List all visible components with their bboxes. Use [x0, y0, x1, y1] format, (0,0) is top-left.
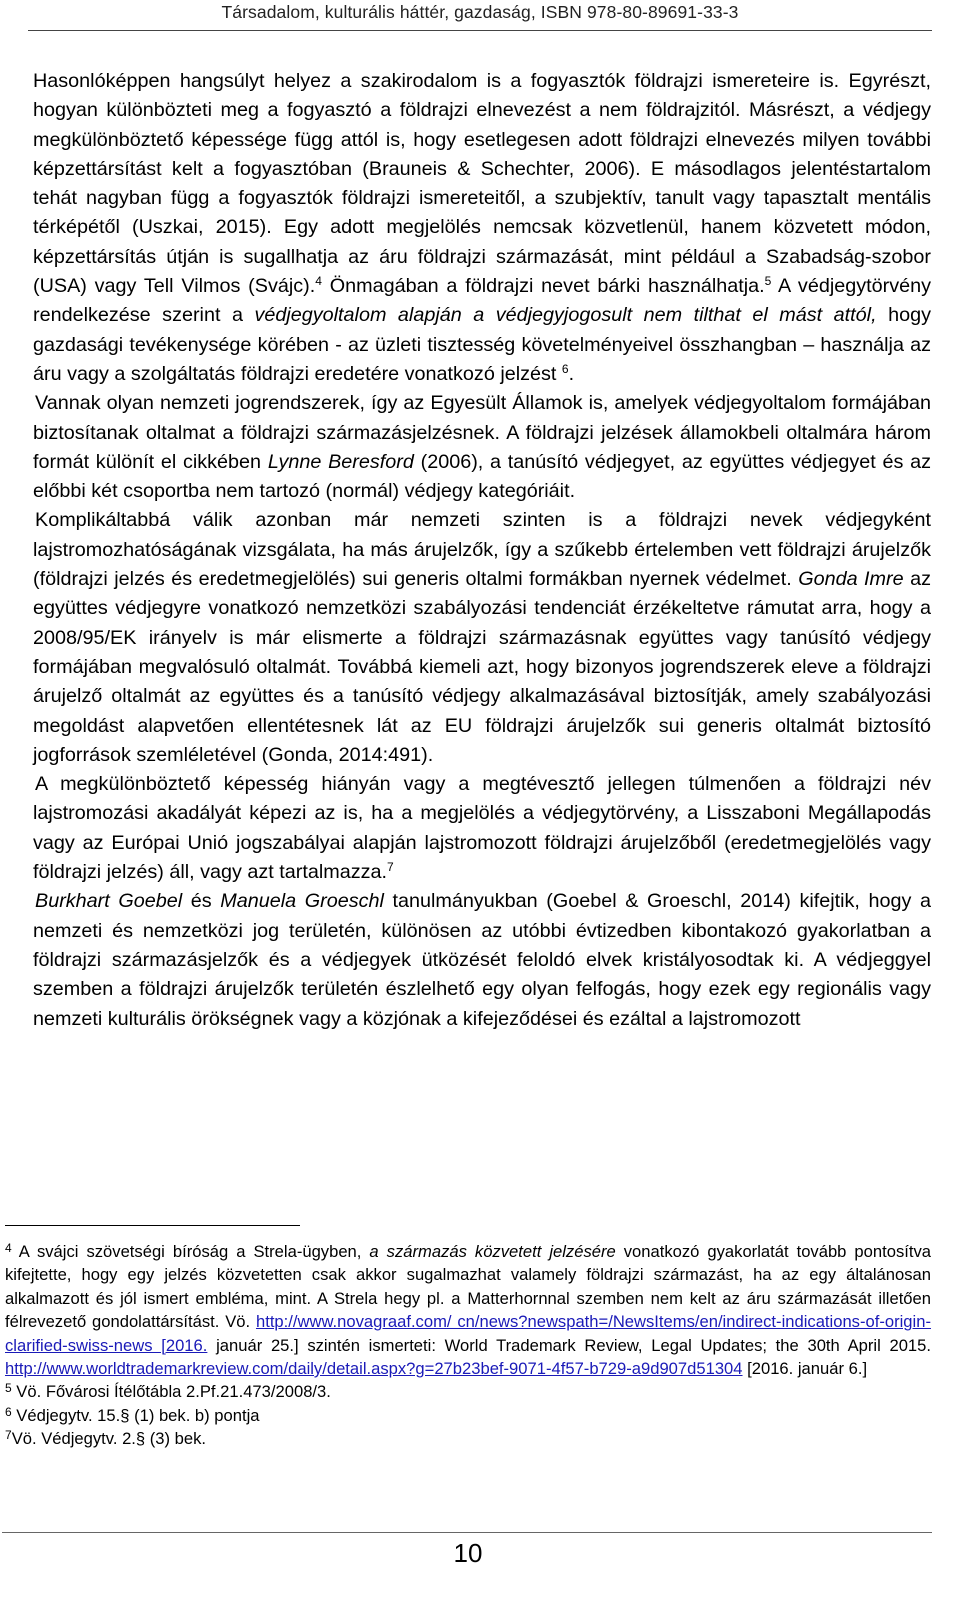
paragraph-3-text-b: az együttes védjegyre vonatkozó nemzetközi szabályozási tendenciát érzékeltetve rámutat arra, hogy a 2008/95/EK irányelv is már elismerte a földrajzi származásnak együttes vagy tanúsító védjegy formájában megvalósuló oltalmát. Továbbá kiemeli azt, hogy bizonyos jogrendszerek eleve a földrajzi árujelző oltalmát az együttes és a tanúsító védjegy alkalmazásával biztosítják, amely szabályozási megoldást alapvetően ellentétesnek lát az EU földrajzi árujelzők sui generis oltalmát biztosító jogforrások szemléletével (Gonda, 2014:491).	[33, 568, 931, 766]
paragraph-1-text-b: Önmagában a földrajzi nevet bárki használhatja.	[329, 275, 765, 298]
footnote-4-link-novagraaf[interactable]: http://www.novagraaf.com/ cn/news?newspath=/NewsItems/en/indirect-indications-of-origin-clarified-swiss-news [2016.	[5, 1312, 931, 1355]
paragraph-2-text-b: (2006), a tanúsító védjegyet, az együttes védjegyet és az előbbi két csoportba nem tartozó (normál) védjegy kategóriáit.	[33, 450, 931, 503]
footnote-4-text-b: vonatkozó gyakorlatát tovább pontosítva kifejtette, hogy egy jelzés közvetetten csak akkor sugalmazhat valamely földrajzi származást, ha az egy általánosan alkalmazott és jól ismert emblémа, mint. A Strela hegy pl. a Matterhornnal szemben nem kelt az áru származását illetően félrevezető gondolattársítást. Vö.	[5, 1242, 931, 1332]
paragraph-1-text-e: .	[568, 362, 575, 385]
footnote-7-text: Vö. Védjegytv. 2.§ (3) bek.	[11, 1429, 206, 1449]
paragraph-1-italic: védjegyoltalom alapján a védjegyjogosult nem tilthat el mást attól,	[254, 304, 877, 327]
paragraph-3	[33, 506, 931, 770]
footnote-5	[5, 1380, 931, 1403]
paragraph-2-text-a: Vannak olyan nemzeti jogrendszerek, így az Egyesült Államok is, amelyek védjegyoltalom formájában biztosítanak oltalmat a földrajzi származásjelzésnek. A földrajzi jelzések államokbeli oltalmára három formát különít el cikkében	[33, 392, 931, 473]
paragraph-1-text-a: Hasonlóképpen hangsúlyt helyez a szakirodalom is a fogyasztók földrajzi ismereteire is. Egyrészt, hogyan különbözteti meg a fogyasztó a földrajzi elnevezést a nem földrajzitól. Másrészt, a védjegy megkülönböztető képessége függ attól is, hogy esetlegesen adott földrajzi elnevezés milyen további képzettársítást kelt a fogyasztóban (Brauneis & Schechter, 2006). E másodlagos jelentéstartalom tehát nagyban függ a fogyasztók földrajzi ismereteitől, a szubjektív, tanult vagy tapasztalt mentális térképétől (Uszkai, 2015). Egy adott megjelölés nemcsak közvetlenül, hanem közvetett módon, képzettársítás útján is sugallhatja az áru földrajzi származását, mint például a Szabadság-szobor (USA) vagy Tell Vilmos (Svájc).	[33, 70, 931, 298]
paragraph-3-text-a: Komplikáltabbá válik azonban már nemzeti szinten is a földrajzi nevek védjegyként lajstromozhatóságának vizsgálata, ha más árujelzők, így a szűkebb értelemben vett földrajzi árujelzők (földrajzi jelzés és eredetmegjelölés) sui generis oltalmi formákban nyernek védelmet.	[33, 509, 931, 591]
footnote-4	[5, 1240, 931, 1380]
header-divider	[28, 30, 932, 31]
footnote-4-text-a: A svájci szövetségi bíróság a Strela-ügyben,	[11, 1242, 370, 1261]
footnote-ref-4[interactable]: 4	[315, 274, 322, 289]
paragraph-1	[33, 67, 931, 389]
paragraph-3-italic: Gonda Imre	[798, 568, 904, 591]
paragraph-5-italic-1: Burkhart Goebel	[35, 890, 183, 913]
footnote-divider	[5, 1225, 300, 1226]
footnote-6-text: Védjegytv. 15.§ (1) bek. b) pontja	[11, 1405, 260, 1425]
footnote-4-italic: a származás közvetett jelzésére	[369, 1242, 616, 1261]
footnote-ref-6[interactable]: 6	[561, 361, 569, 376]
footnote-5-number: 5	[5, 1381, 12, 1396]
main-text	[33, 67, 931, 1034]
paragraph-4-text: A megkülönböztető képesség hiányán vagy a megtévesztő jellegen túlmenően a földrajzi név lajstromozási akadályát képezi az is, ha a megjelölés a védjegytörvény, a Lisszaboni Megállapodás vagy az Európai Unió jogszabályai alapján lajstromozott földrajzi árujelzőből (eredetmegjelölés vagy földrajzi jelzés) áll, vagy azt tartalmazza.	[33, 773, 931, 884]
running-header: Társadalom, kulturális háttér, gazdaság, ISBN 978-80-89691-33-3	[221, 2, 739, 22]
paragraph-5-italic-2: Manuela Groeschl	[220, 890, 384, 913]
footnote-6	[5, 1404, 931, 1427]
footnote-ref-7[interactable]: 7	[387, 860, 394, 875]
paragraph-1-text-c: A védjegytörvény rendelkezése szerint a	[33, 275, 931, 327]
footnote-6-number: 6	[5, 1404, 12, 1419]
paragraph-1-text-d: hogy gazdasági tevékenysége körében - az üzleti tisztesség követelményeivel összhangban – használja az áru vagy a szolgáltatás földrajzi eredetére vonatkozó jelzést	[33, 304, 931, 385]
paragraph-2	[33, 389, 931, 506]
paragraph-5-text: tanulmányukban (Goebel & Groeschl, 2014) kifejtik, hogy a nemzeti és nemzetközi jog területén, különösen az utóbbi évtizedben kibontakozó gyakorlatban a földrajzi származásjelzők és a védjegyek ütközését feloldó elvek kristályosodtak ki. A védjeggyel szemben a földrajzi árujelzők területén észlelhető egy olyan felfogás, hogy ezek egy regionális vagy nemzeti kulturális örökségnek vagy a közjónak a kifejeződései és ezáltal a lajstromozott	[33, 890, 932, 1030]
paragraph-4	[33, 770, 931, 887]
footnote-4-link-wtr[interactable]: http://www.worldtrademarkreview.com/daily/detail.aspx?g=27b23bef-9071-4f57-b729-a9d907d51304	[5, 1359, 743, 1379]
footer-divider	[2, 1532, 932, 1533]
page-number: 10	[453, 1538, 483, 1568]
footnotes	[5, 1240, 931, 1451]
footnote-5-text: Vö. Fővárosi Ítélőtábla 2.Pf.21.473/2008/3.	[11, 1382, 331, 1402]
footnote-ref-5[interactable]: 5	[764, 274, 772, 289]
footnote-4-number: 4	[5, 1241, 12, 1255]
footnote-7-number: 7	[5, 1428, 12, 1443]
footnote-4-text-c: január 25.] szintén ismerteti: World Trademark Review, Legal Updates; the 30th April 2015.	[207, 1335, 932, 1355]
footnote-7	[5, 1427, 931, 1450]
paragraph-5-and: és	[182, 890, 221, 913]
paragraph-5	[33, 887, 931, 1033]
paragraph-2-italic: Lynne Beresford	[267, 450, 414, 473]
footnote-4-text-d: [2016. január 6.]	[742, 1359, 868, 1379]
